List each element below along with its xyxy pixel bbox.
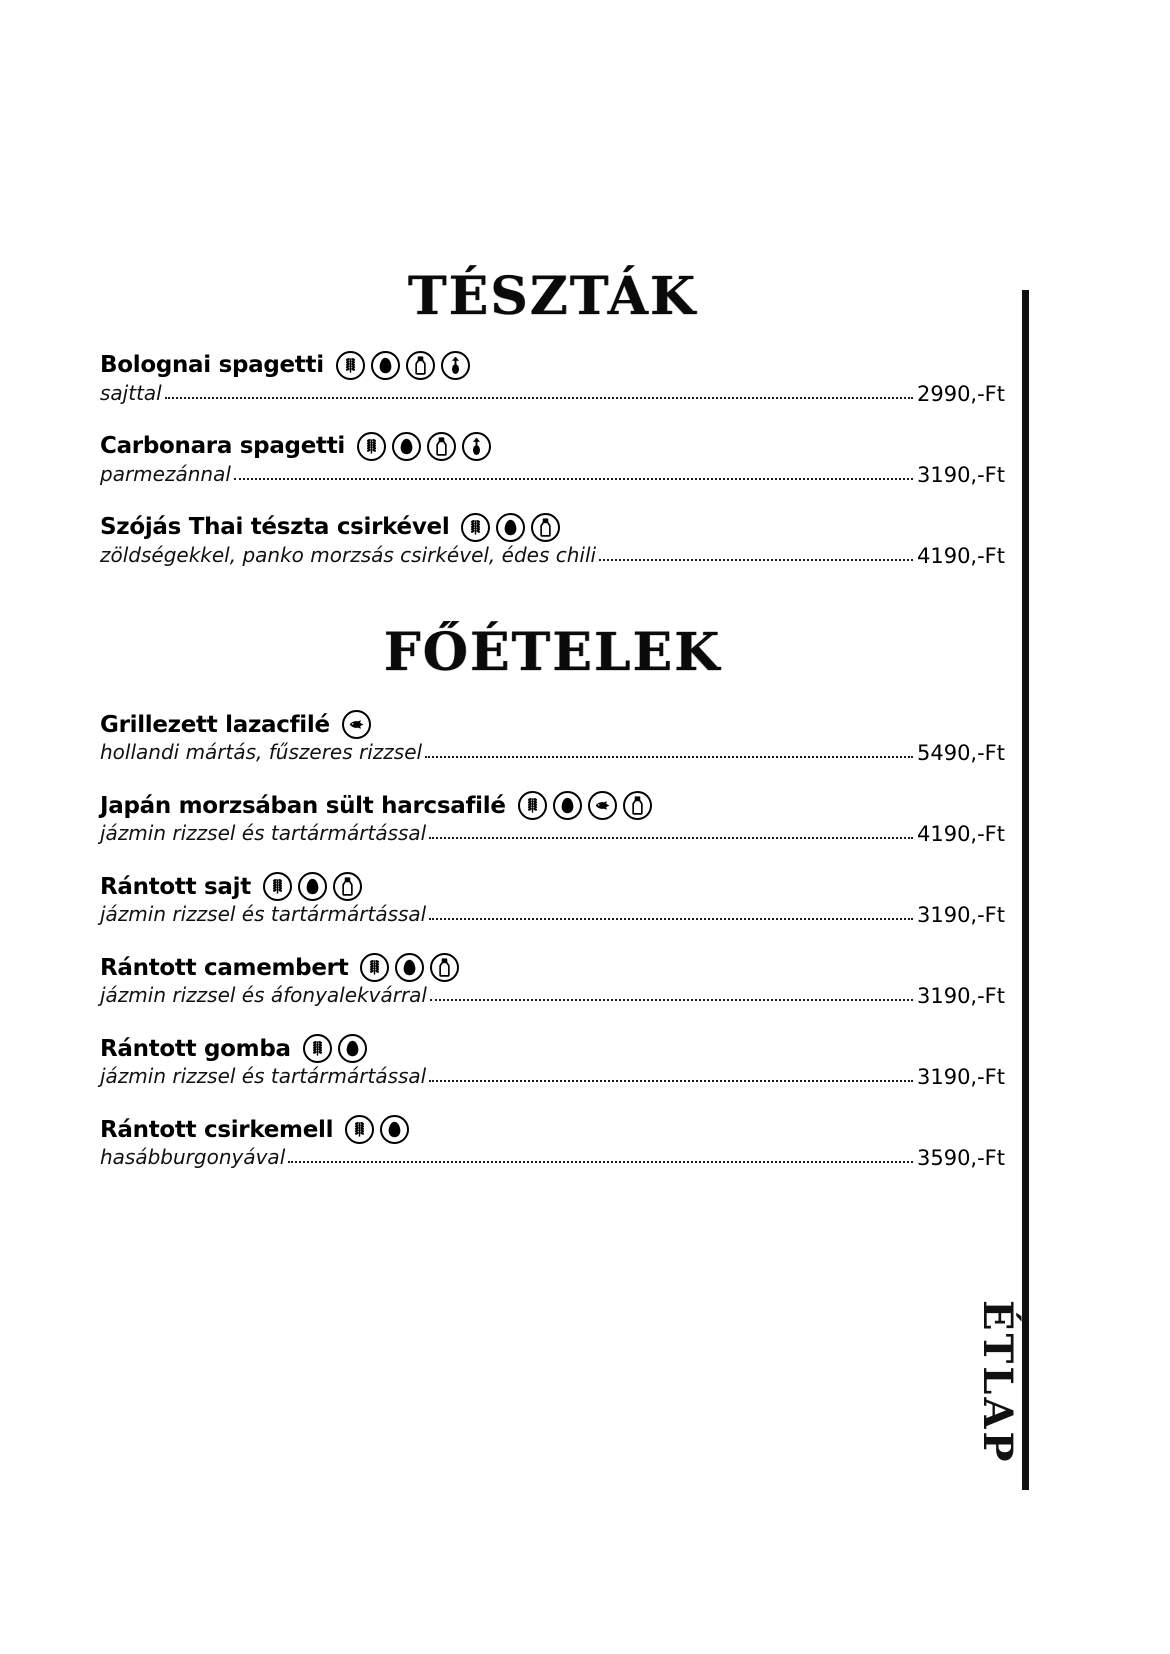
allergen-badge-group xyxy=(263,872,362,901)
menu-item xyxy=(100,432,1005,487)
gluten-wheat-icon xyxy=(263,872,292,901)
menu-item-header xyxy=(100,432,1005,461)
vertical-menu-tab-label: ÉTLAP xyxy=(974,1300,1022,1465)
celery-icon xyxy=(441,351,470,380)
gluten-wheat-icon xyxy=(357,432,386,461)
menu-item-detail-line xyxy=(100,983,1005,1008)
menu-item-header xyxy=(100,953,1005,982)
gluten-wheat-icon xyxy=(345,1115,374,1144)
menu-item xyxy=(100,513,1005,568)
dot-leader xyxy=(425,756,913,758)
menu-item-detail-line xyxy=(100,821,1005,846)
menu-item xyxy=(100,791,1005,846)
menu-item-description: jázmin rizzsel és tartármártással xyxy=(100,1064,427,1089)
menu-item-description: jázmin rizzsel és tartármártással xyxy=(100,821,427,846)
egg-icon xyxy=(395,953,424,982)
milk-bottle-icon xyxy=(430,953,459,982)
menu-item-name: Szójás Thai tészta csirkével xyxy=(100,514,450,541)
menu-item-price: 3190,-Ft xyxy=(916,984,1005,1009)
menu-item-detail-line xyxy=(100,1064,1005,1089)
dot-leader xyxy=(429,918,913,920)
egg-icon xyxy=(553,791,582,820)
menu-item-name: Bolognai spagetti xyxy=(100,352,324,379)
dot-leader xyxy=(599,559,913,561)
vertical-menu-tab xyxy=(968,1300,1028,1510)
menu-item-header xyxy=(100,351,1005,380)
egg-icon xyxy=(338,1034,367,1063)
menu-item-name: Rántott sajt xyxy=(100,873,251,900)
gluten-wheat-icon xyxy=(518,791,547,820)
menu-item xyxy=(100,351,1005,406)
menu-item-detail-line xyxy=(100,462,1005,487)
menu-item-name: Rántott csirkemell xyxy=(100,1116,334,1143)
menu-item-header xyxy=(100,1034,1005,1063)
dot-leader xyxy=(429,1080,913,1082)
menu-item-description: zöldségekkel, panko morzsás csirkével, édes chili xyxy=(100,542,597,567)
menu-item-header xyxy=(100,710,1005,739)
gluten-wheat-icon xyxy=(303,1034,332,1063)
menu-item-description: hollandi mártás, fűszeres rizzsel xyxy=(100,740,423,765)
menu-content xyxy=(100,266,1005,1196)
allergen-badge-group xyxy=(336,351,470,380)
menu-item-header xyxy=(100,513,1005,542)
menu-item-name: Grillezett lazacfilé xyxy=(100,711,330,738)
menu-item-description: sajttal xyxy=(100,380,162,405)
menu-item xyxy=(100,1115,1005,1170)
milk-bottle-icon xyxy=(623,791,652,820)
dot-leader xyxy=(288,1161,913,1163)
menu-item-name: Rántott camembert xyxy=(100,954,349,981)
menu-item-name: Rántott gomba xyxy=(100,1035,291,1062)
menu-item-price: 2990,-Ft xyxy=(916,381,1005,406)
menu-item-description: parmezánnal xyxy=(100,461,231,486)
menu-item-price: 3190,-Ft xyxy=(916,903,1005,928)
menu-item-price: 4190,-Ft xyxy=(916,543,1005,568)
menu-item-detail-line xyxy=(100,1145,1005,1170)
menu-item-detail-line xyxy=(100,543,1005,568)
milk-bottle-icon xyxy=(531,513,560,542)
allergen-badge-group xyxy=(518,791,652,820)
gluten-wheat-icon xyxy=(360,953,389,982)
section-title: FŐÉTELEK xyxy=(383,621,722,683)
menu-item-detail-line xyxy=(100,381,1005,406)
menu-item-price: 5490,-Ft xyxy=(916,741,1005,766)
dot-leader xyxy=(430,999,913,1001)
menu-item-price: 3190,-Ft xyxy=(916,1065,1005,1090)
menu-item xyxy=(100,872,1005,927)
fish-icon xyxy=(588,791,617,820)
fish-icon xyxy=(342,710,371,739)
gluten-wheat-icon xyxy=(461,513,490,542)
menu-item-price: 4190,-Ft xyxy=(916,822,1005,847)
menu-item-detail-line xyxy=(100,740,1005,765)
allergen-badge-group xyxy=(360,953,459,982)
allergen-badge-group xyxy=(357,432,491,461)
milk-bottle-icon xyxy=(427,432,456,461)
allergen-badge-group xyxy=(345,1115,409,1144)
menu-item-detail-line xyxy=(100,902,1005,927)
dot-leader xyxy=(429,837,913,839)
menu-item-header xyxy=(100,872,1005,901)
menu-item-header xyxy=(100,1115,1005,1144)
menu-item xyxy=(100,710,1005,765)
egg-icon xyxy=(392,432,421,461)
menu-item-description: jázmin rizzsel és tartármártással xyxy=(100,902,427,927)
gluten-wheat-icon xyxy=(336,351,365,380)
menu-item-header xyxy=(100,791,1005,820)
milk-bottle-icon xyxy=(333,872,362,901)
dot-leader xyxy=(234,478,913,480)
egg-icon xyxy=(298,872,327,901)
celery-icon xyxy=(462,432,491,461)
section-title: TÉSZTÁK xyxy=(407,266,698,327)
allergen-badge-group xyxy=(461,513,560,542)
egg-icon xyxy=(380,1115,409,1144)
menu-item xyxy=(100,1034,1005,1089)
allergen-badge-group xyxy=(342,710,371,739)
milk-bottle-icon xyxy=(406,351,435,380)
menu-item-price: 3190,-Ft xyxy=(916,462,1005,487)
egg-icon xyxy=(371,351,400,380)
allergen-badge-group xyxy=(303,1034,367,1063)
menu-item-name: Japán morzsában sült harcsafilé xyxy=(100,792,506,819)
menu-item-description: jázmin rizzsel és áfonyalekvárral xyxy=(100,983,427,1008)
dot-leader xyxy=(165,397,913,399)
menu-item xyxy=(100,953,1005,1008)
menu-item-price: 3590,-Ft xyxy=(916,1146,1005,1171)
menu-item-name: Carbonara spagetti xyxy=(100,433,345,460)
menu-item-description: hasábburgonyával xyxy=(100,1145,286,1170)
egg-icon xyxy=(496,513,525,542)
